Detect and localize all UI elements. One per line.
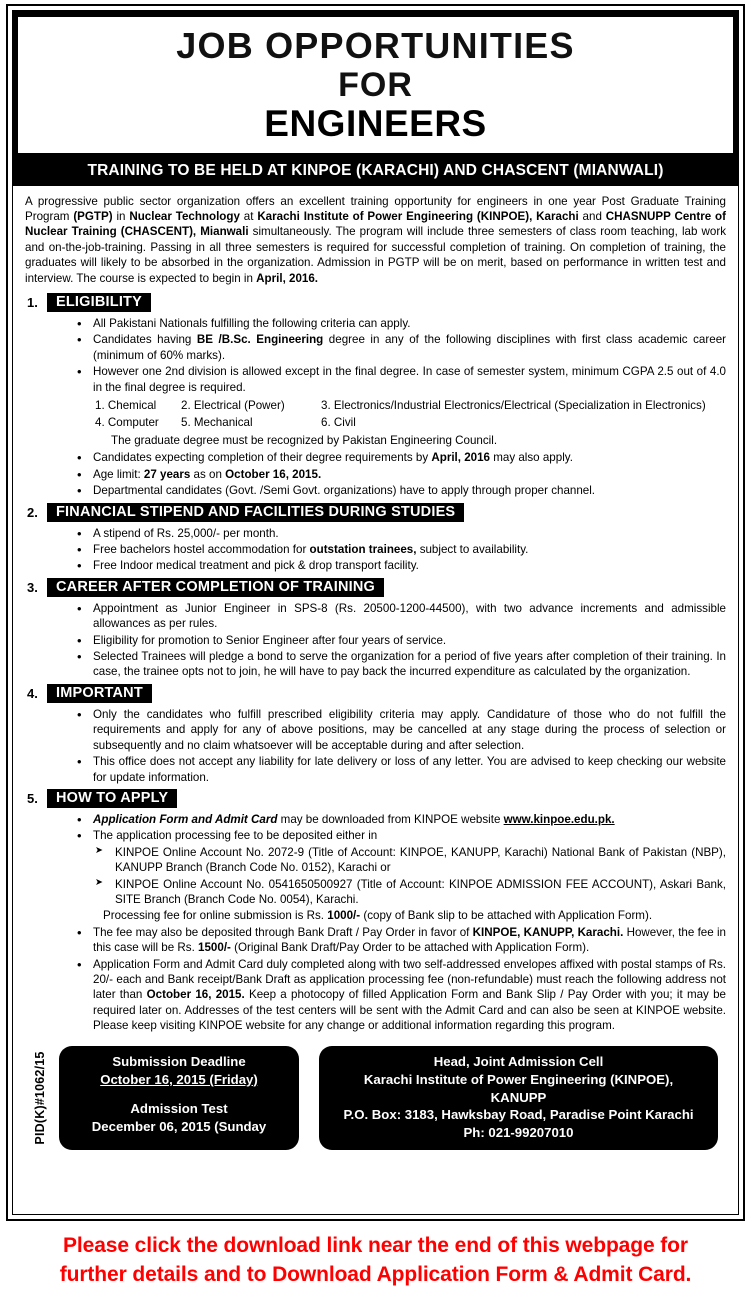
address-line-1: Head, Joint Admission Cell — [433, 1053, 604, 1069]
section-apply-header — [25, 789, 726, 808]
address-phone: Ph: 021-99207010 — [463, 1125, 574, 1141]
pec-recognition-note: The graduate degree must be recognized by Pakistan Engineering Council. — [111, 434, 498, 448]
address-line-2: Karachi Institute of Power Engineering (KINPOE), — [363, 1071, 674, 1087]
bullet-text: Appointment as Junior Engineer in SPS-8 (Rs. 20500-1200-44500), with two advance increments and admissible allowances as per rules. — [93, 601, 726, 631]
list-item — [73, 812, 726, 827]
processing-fee-note — [103, 908, 726, 923]
financial-bullets — [73, 526, 726, 574]
list-item — [73, 364, 726, 395]
intro-bold-nuclear-technology: Nuclear Technology — [129, 210, 240, 224]
bullet-bold-outstation: outstation trainees, — [309, 543, 417, 557]
eligibility-bullets-2 — [73, 450, 726, 498]
download-instruction-footer — [0, 1232, 751, 1290]
spacer — [67, 1089, 291, 1100]
bullet-text: Candidates expecting completion of their degree requirements by — [93, 451, 432, 465]
section-financial-header — [25, 503, 726, 522]
intro-paragraph — [25, 194, 726, 286]
address-line-3: KANUPP — [490, 1089, 547, 1105]
bullet-text: A stipend of Rs. 25,000/- per month. — [93, 526, 279, 540]
contact-address-box — [319, 1046, 718, 1151]
processing-fee-text: Processing fee for online submission is Rs. — [103, 909, 328, 923]
discipline-table — [95, 398, 726, 431]
bullet-bold-date: April, 2016 — [431, 451, 491, 465]
bullet-text: Age limit: — [93, 467, 144, 481]
section-number: 2. — [27, 504, 38, 520]
masthead-line-2: FOR — [338, 65, 413, 104]
bank-account-list — [93, 845, 726, 908]
bullet-text: The application processing fee to be deposited either in — [93, 829, 378, 843]
address-line-4: P.O. Box: 3183, Hawksbay Road, Paradise Point Karachi — [343, 1107, 694, 1123]
section-how-to-apply — [25, 789, 726, 1034]
section-title-financial-stipend: FINANCIAL STIPEND AND FACILITIES DURING STUDIES — [47, 503, 464, 522]
deadline-date: October 16, 2015 (Friday) — [100, 1071, 258, 1087]
processing-fee-amount: 1000/- — [327, 909, 361, 923]
career-bullets — [73, 601, 726, 680]
submission-deadline-inline: October 16, 2015. — [146, 988, 245, 1002]
section-title-how-to-apply: HOW TO APPLY — [47, 789, 177, 808]
list-item — [73, 558, 726, 573]
intro-text-4: and — [578, 210, 606, 224]
bullet-text: may also apply. — [490, 451, 573, 465]
discipline-cell: 1. Chemical — [95, 399, 157, 413]
list-item — [73, 601, 726, 632]
section-career — [25, 578, 726, 680]
list-item — [73, 828, 726, 923]
intro-bold-pgtp: (PGTP) — [73, 210, 113, 224]
training-location-banner: TRAINING TO BE HELD AT KINPOE (KARACHI) AND CHASCENT (MIANWALI) — [13, 158, 738, 186]
list-item — [73, 316, 726, 331]
bullet-bold-date: October 16, 2015. — [225, 467, 322, 481]
pid-text: PID(K)#1062/15 — [33, 1051, 47, 1145]
section-number: 5. — [27, 790, 38, 806]
list-item — [73, 707, 726, 753]
intro-text-3: at — [239, 210, 258, 224]
apply-list-wrapper — [73, 812, 726, 1034]
intro-bold-start-date: April, 2016. — [256, 271, 319, 285]
bullet-text: Application Form and Admit Card duly completed along with two self-addressed envelopes affixed with postal stamps of Rs. 20/- each and Bank receipt/Bank Draft as application processing fee (non-refundable) must reach the following address not later than — [93, 957, 726, 1002]
list-item — [93, 845, 726, 876]
admission-test-date: December 06, 2015 (Sunday — [91, 1119, 267, 1135]
bullet-text: Eligibility for promotion to Senior Engineer after four years of service. — [93, 633, 447, 647]
bullet-text: The fee may also be deposited through Bank Draft / Pay Order in favor of — [93, 925, 473, 939]
bullet-text: may be downloaded from KINPOE website — [277, 812, 504, 826]
list-item — [73, 483, 726, 498]
processing-fee-text: (copy of Bank slip to be attached with Application Form). — [360, 909, 653, 923]
section-number: 1. — [27, 295, 38, 311]
bullet-text: (Original Bank Draft/Pay Order to be attached with Application Form). — [230, 941, 590, 955]
apply-bullets — [73, 812, 726, 1034]
list-item — [73, 957, 726, 1034]
list-item — [73, 526, 726, 541]
discipline-cell: 5. Mechanical — [181, 415, 253, 429]
kinpoe-website-link[interactable]: www.kinpoe.edu.pk. — [503, 812, 615, 826]
list-item — [93, 877, 726, 908]
discipline-cell: 3. Electronics/Industrial Electronics/Electrical (Specialization in Electronics) — [321, 399, 706, 413]
bullet-text: Keep a photocopy of filled Application Form and Bank Slip / Pay Order with you; it may be required later on. Addresses of the test centers will be sent with the Admit Card and can also be seen at KINPOE website. Please keep visiting KINPOE website for any change or additional information regarding this program. — [93, 988, 726, 1033]
eligibility-list-wrapper — [73, 316, 726, 395]
intro-text-5: simultaneously. The program will include three semesters of class room teaching, lab work and on-the-job-training. Passing in all three semesters is required for successful completion of training. On completion of training, the graduates will likely to be absorbed in the organization. Admission in PGTP will be on merit, based on performance in written test and interview. The course is expected to begin in — [25, 225, 726, 285]
section-important-header — [25, 684, 726, 703]
bullet-text: Free Indoor medical treatment and pick & drop transport facility. — [93, 559, 419, 573]
list-item — [73, 754, 726, 785]
masthead-line-3: ENGINEERS — [264, 102, 487, 144]
list-item — [73, 467, 726, 482]
submission-deadline-box — [59, 1046, 299, 1151]
section-career-header — [25, 578, 726, 597]
masthead-title-block — [17, 16, 734, 154]
application-form-emphasis: Application Form and Admit Card — [93, 812, 278, 826]
masthead — [13, 11, 738, 158]
section-eligibility — [25, 293, 726, 499]
eligibility-bullets — [73, 316, 726, 395]
footer-line-1: Please click the download link near the end of this webpage for — [62, 1234, 688, 1257]
payee-name: KINPOE, KANUPP, Karachi. — [472, 925, 624, 939]
bank-account-askari: KINPOE Online Account No. 0541650500927 (Title of Account: KINPOE ADMISSION FEE ACCOUNT), Askari Bank, SITE Branch (Branch Code No. 0054), Karachi. — [115, 877, 726, 906]
intro-bold-kinpoe: Karachi Institute of Power Engineering (KINPOE), Karachi — [257, 210, 579, 224]
advertisement-inner-frame — [12, 10, 739, 1215]
discipline-cell: 4. Computer — [95, 415, 159, 429]
discipline-cell: 2. Electrical (Power) — [181, 399, 285, 413]
section-financial-stipend — [25, 503, 726, 574]
bullet-text: subject to availability. — [416, 543, 529, 557]
bullet-text: However, the fee in this case will be Rs. — [93, 925, 726, 955]
section-title-career: CAREER AFTER COMPLETION OF TRAINING — [47, 578, 384, 597]
intro-text-2: in — [112, 210, 130, 224]
intro-text-1: A progressive public sector organization offers an excellent training opportunity for engineers in one year Post Graduate Training Program — [25, 194, 726, 224]
bullet-text: as on — [190, 467, 226, 481]
advertisement-body — [13, 186, 738, 1151]
career-list-wrapper — [73, 601, 726, 680]
masthead-line-1: JOB OPPORTUNITIES — [176, 25, 575, 66]
section-eligibility-header — [25, 293, 726, 312]
bullet-text: This office does not accept any liability for late delivery or loss of any letter. You are advised to keep checking our website for update information. — [93, 755, 726, 784]
draft-fee-amount: 1500/- — [198, 941, 231, 955]
bullet-text: degree in any of the following disciplines with first class academic career (minimum of 60% marks). — [93, 333, 726, 362]
list-item — [73, 332, 726, 363]
bullet-text: Departmental candidates (Govt. /Semi Govt. organizations) have to apply through proper channel. — [93, 484, 596, 498]
deadline-title: Submission Deadline — [112, 1053, 246, 1069]
eligibility-list-wrapper-2 — [73, 450, 726, 498]
discipline-cell: 6. Civil — [321, 415, 356, 429]
financial-list-wrapper — [73, 526, 726, 574]
list-item — [73, 450, 726, 465]
advertisement-outer-frame — [6, 4, 745, 1221]
list-item — [73, 633, 726, 648]
footer-line-2: further details and to Download Application Form & Admit Card. — [59, 1262, 692, 1286]
list-item — [73, 542, 726, 557]
bottom-boxes-row — [25, 1046, 726, 1151]
section-title-important: IMPORTANT — [47, 684, 152, 703]
intro-bold-chascent: CHASNUPP Centre of Nuclear Training (CHASCENT), Mianwali — [25, 210, 726, 239]
bullet-bold-age: 27 years — [143, 467, 191, 481]
section-number: 3. — [27, 579, 38, 595]
bullet-text: Only the candidates who fulfill prescribed eligibility criteria may apply. Candidature of those who do not fulfill the requirements and apply for any of above positions, may be cancelled at any stage during the process of selection or subsequently and no claim whatsoever will be acceptable during and after selection. — [93, 707, 726, 752]
table-row — [95, 415, 726, 431]
list-item — [73, 925, 726, 956]
bullet-text: All Pakistani Nationals fulfilling the following criteria can apply. — [93, 317, 411, 331]
section-number: 4. — [27, 685, 38, 701]
admission-test-title: Admission Test — [130, 1101, 228, 1117]
bullet-text: However one 2nd division is allowed except in the final degree. In case of semester system, minimum CGPA 2.5 out of 4.0 in the final degree is required. — [93, 365, 726, 394]
bullet-text: Free bachelors hostel accommodation for — [93, 543, 310, 557]
pid-vertical-label — [29, 1046, 51, 1151]
bullet-text: Selected Trainees will pledge a bond to serve the organization for a period of five years after completion of their training. In case, the trainee opts not to join, he will have to pay back the incurred expenditure as calculated by the organization. — [93, 650, 726, 679]
section-important — [25, 684, 726, 785]
section-title-eligibility: ELIGIBILITY — [47, 293, 151, 312]
bank-account-nbp: KINPOE Online Account No. 2072-9 (Title of Account: KINPOE, KANUPP, Karachi) National Bank of Pakistan (NBP), KANUPP Branch (Branch Code No. 0152), Karachi or — [115, 845, 726, 875]
important-bullets — [73, 707, 726, 785]
bullet-bold-degree: BE /B.Sc. Engineering — [196, 333, 324, 347]
important-list-wrapper — [73, 707, 726, 785]
table-row — [95, 398, 726, 414]
list-item — [73, 649, 726, 680]
bullet-text: Candidates having — [93, 333, 197, 347]
